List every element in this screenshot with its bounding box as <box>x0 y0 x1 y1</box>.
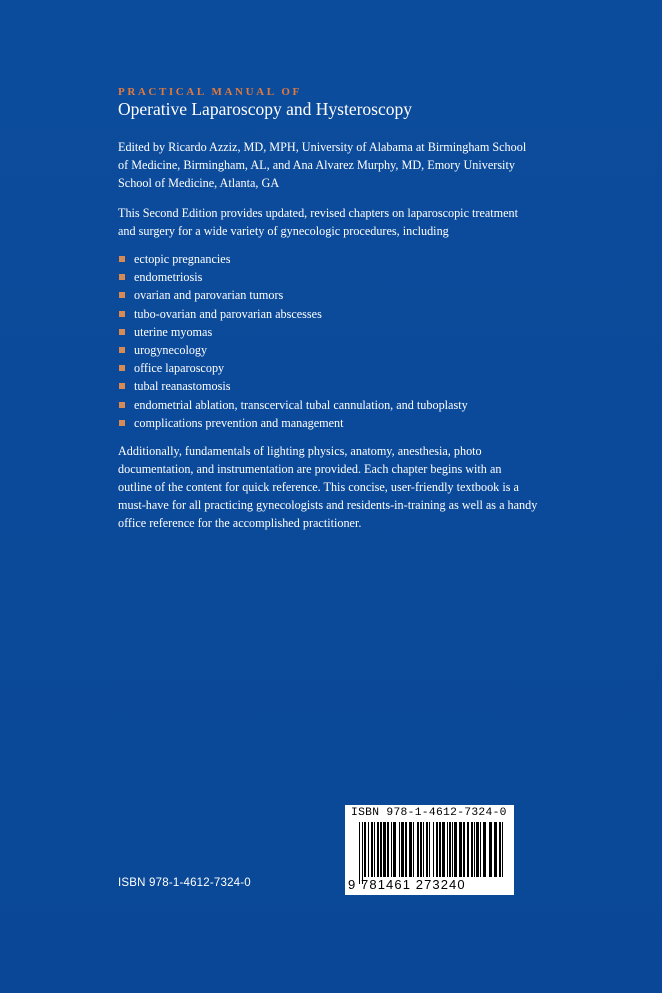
barcode-bar <box>454 822 457 877</box>
barcode-bar <box>380 822 382 877</box>
list-item: ectopic pregnancies <box>118 250 468 268</box>
barcode-bar <box>393 822 396 877</box>
square-bullet-icon <box>119 311 125 317</box>
list-item: urogynecology <box>118 341 468 359</box>
square-bullet-icon <box>119 329 125 335</box>
editors-text: Edited by Ricardo Azziz, MD, MPH, University of Alabama at Birmingham School of Medicine, Birmingham, AL, and Ana Alvarez Murphy, MD, Emory University School of Medicine, Atlanta, GA <box>118 140 527 190</box>
barcode-bar <box>439 822 441 877</box>
list-item: endometrial ablation, transcervical tubal cannulation, and tuboplasty <box>118 396 468 414</box>
barcode-bar <box>476 822 479 877</box>
barcode-bar <box>359 822 360 884</box>
square-bullet-icon <box>119 292 125 298</box>
list-item: office laparoscopy <box>118 359 468 377</box>
barcode-bar <box>489 822 492 877</box>
barcode-bar <box>433 822 434 877</box>
barcode-bar <box>480 822 481 877</box>
barcode-bar <box>436 822 438 877</box>
barcode-bar <box>362 822 363 884</box>
barcode-bar <box>401 822 404 877</box>
list-item: ovarian and parovarian tumors <box>118 286 468 304</box>
series-label: PRACTICAL MANUAL OF <box>118 86 302 98</box>
barcode-digits: 9 781461 273240 <box>348 877 466 892</box>
square-bullet-icon <box>119 383 125 389</box>
book-title: Operative Laparoscopy and Hysteroscopy <box>118 99 412 119</box>
barcode-bar <box>449 822 451 877</box>
list-item: tubal reanastomosis <box>118 377 468 395</box>
square-bullet-icon <box>119 347 125 353</box>
barcode-bar <box>447 822 448 877</box>
barcode-bar <box>459 822 462 877</box>
square-bullet-icon <box>119 365 125 371</box>
barcode-bar <box>426 822 428 877</box>
barcode <box>345 805 514 895</box>
barcode-isbn-label: ISBN 978-1-4612-7324-0 <box>351 807 507 819</box>
list-item: tubo-ovarian and parovarian abscesses <box>118 305 468 323</box>
barcode-bar <box>409 822 412 877</box>
square-bullet-icon <box>119 256 125 262</box>
square-bullet-icon <box>119 402 125 408</box>
square-bullet-icon <box>119 420 125 426</box>
barcode-bar <box>429 822 430 877</box>
barcode-bar <box>383 822 386 877</box>
barcode-bar <box>405 822 407 877</box>
barcode-bar <box>387 822 389 877</box>
barcode-bar <box>374 822 375 877</box>
barcode-bar <box>471 822 473 877</box>
barcode-bar <box>377 822 379 877</box>
procedure-list <box>118 250 468 432</box>
barcode-bar <box>399 822 400 877</box>
barcode-bar <box>474 822 475 877</box>
list-item: uterine myomas <box>118 323 468 341</box>
barcode-bar <box>463 822 465 877</box>
outro-paragraph: Additionally, fundamentals of lighting physics, anatomy, anesthesia, photo documentation, and instrumentation are provided. Each chapter begins with an outline of the content for quick reference. This concise, user-friendly textbook is a must-have for all practicing gynecologists and residents-in-training as well as a handy office reference for the accomplished practitioner. <box>118 444 538 530</box>
barcode-bar <box>502 822 503 877</box>
barcode-bar <box>364 822 366 877</box>
barcode-bar <box>417 822 419 877</box>
barcode-bar <box>371 822 373 877</box>
barcode-bar <box>494 822 497 877</box>
isbn-text: ISBN 978-1-4612-7324-0 <box>118 877 251 889</box>
list-item: complications prevention and management <box>118 414 468 432</box>
barcode-bar <box>423 822 424 877</box>
list-item: endometriosis <box>118 268 468 286</box>
square-bullet-icon <box>119 274 125 280</box>
barcode-bar <box>467 822 469 877</box>
barcode-bar <box>420 822 422 877</box>
barcode-bar <box>442 822 445 877</box>
barcode-bar <box>413 822 414 877</box>
barcode-bar <box>483 822 486 877</box>
barcode-bar <box>499 822 501 877</box>
barcode-bar <box>368 822 369 877</box>
intro-paragraph: This Second Edition provides updated, revised chapters on laparoscopic treatment and surgery for a wide variety of gynecologic procedures, including <box>118 206 519 238</box>
barcode-bar <box>391 822 392 877</box>
barcode-bar <box>452 822 453 877</box>
